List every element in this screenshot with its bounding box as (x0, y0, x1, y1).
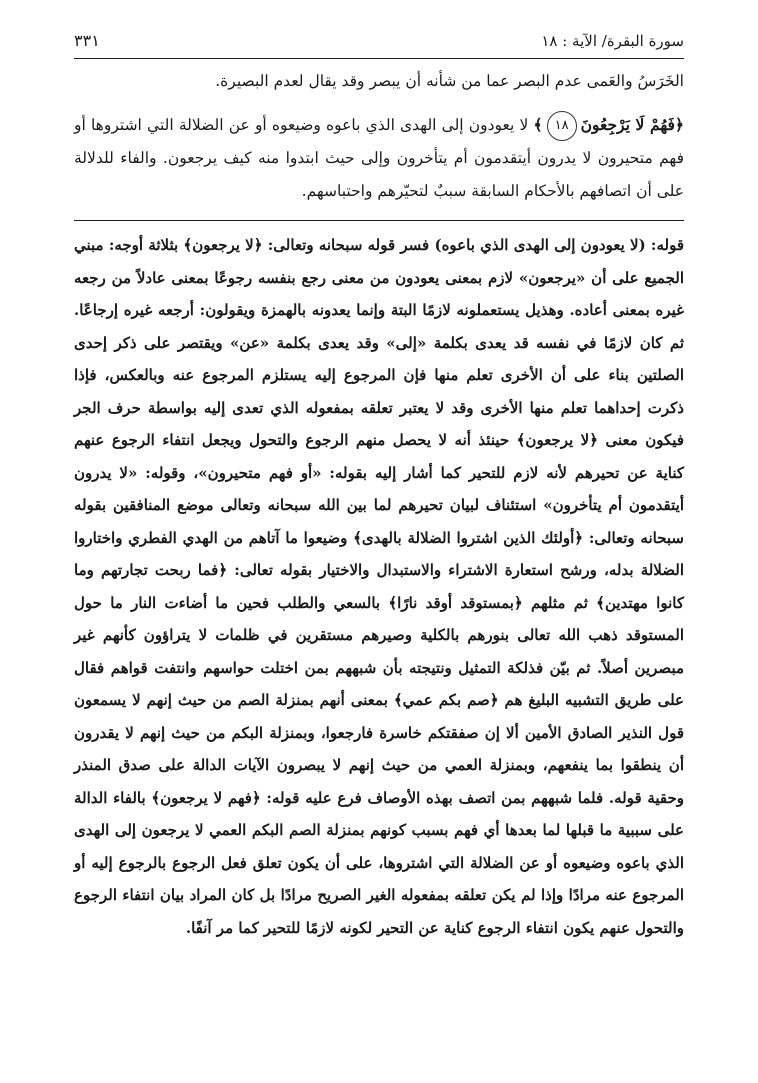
commentary (74, 229, 684, 944)
ayah-number-marker: ١٨ (547, 111, 577, 141)
main-paragraph-2 (74, 108, 684, 208)
quran-verse: ﴿فَهُمْ لَا يَرْجِعُونَ (580, 115, 684, 134)
commentary-text: (لا يعودون إلى الهدى الذي باعوه) فسر قوله سبحانه وتعالى: ﴿لا يرجعون﴾ بثلاثة أوجه: مبني الجميع على أن «يرجعون» لازم بمعنى يعودون من معنى رجع بنفسه رجوعًا بمعنى عادلاً من رجعه غيره بمعنى أعاده. وهذيل يستعملونه لازمًا البتة وإنما يعدونه بالهمزة ويقولون: أرجعه غيره إرجاعًا. ثم كان لازمًا في نفسه قد يعدى بكلمة «إلى» وقد يعدى بكلمة «عن» ويقتصر على ذكر إحدى الصلتين بناء على أن الأخرى تعلم منها فإن المرجوع إليه يستلزم المرجوع عنه وبالعكس، فإذا ذكرت إحداهما تعلم منها الأخرى وقد لا يعتبر تعلقه بمفعوله الذي تعدى إليه بواسطة حرف الجر فيكون معنى ﴿لا يرجعون﴾ حينئذ أنه لا يحصل منهم الرجوع والتحول ويجعل انتفاء الرجوع عنهم كناية عن تحيرهم لأنه لازم للتحير كما أشار إليه بقوله: «أو فهم متحيرون»، وقوله: «لا يدرون أيتقدمون أم يتأخرون» استئناف لبيان تحيرهم لما بين الله سبحانه وتعالى موضع المنافقين بقوله سبحانه وتعالى: ﴿أولئك الذين اشتروا الضلالة بالهدى﴾ وضيعوا ما آتاهم من الهدي الفطري واختاروا الضلالة بدله، ورشح استعارة الاشتراء والاستبدال والاختيار بقوله تعالى: ﴿فما ربحت تجارتهم وما كانوا مهتدين﴾ ثم مثلهم ﴿بمستوقد أوقد نارًا﴾ بالسعي والطلب فحين ما أضاءت النار ما حول المستوقد ذهب الله تعالى بنورهم بالكلية وصيرهم مستقرين في ظلمات لا يتراؤون كأنهم غير مبصرين أصلاً. ثم بيّن فذلكة التمثيل ونتيجته بأن شبههم بمن اختلت حواسهم وانتفت قواهم فقال على طريق التشبيه البليغ هم ﴿صم بكم عمي﴾ بمعنى أنهم بمنزلة الصم من حيث إنهم لا يسمعون قول النذير الصادق الأمين ألا إن صفقتكم خاسرة فارجعوا، وبمنزلة البكم من حيث إنهم لا يقدرون أن ينطقوا بما ينفعهم، وبمنزلة العمي من حيث إنهم لا يبصرون الآيات الدالة على صدق المنذر وحقية قوله. فلما شبههم بمن اتصف بهذه الأوصاف فرع عليه قوله: ﴿فهم لا يرجعون﴾ بالفاء الدالة على سببية ما قبلها لما بعدها أي فهم بسبب كونهم بمنزلة الصم البكم العمي لا يرجعون إلى الهدى الذي باعوه وضيعوه أو عن الضلالة التي اشتروها، على أن يكون تعلق فعل الرجوع بالرجوع إليه أو المرجوع عنه مرادًا وإذا لم يكن تعلقه بمفعوله الغير الصريح مرادًا بل كان المراد بيان انتفاء الرجوع والتحول عنهم يكون انتفاء الرجوع كناية عن التحير لكونه لازمًا للتحير كما مر آنفًا. (74, 236, 685, 937)
page-number: ٣٣١ (74, 31, 100, 50)
commentary-label: قوله: (650, 236, 684, 254)
main-text (74, 65, 684, 208)
page-running-title: سورة البقرة/ الآية : ١٨ (541, 32, 684, 50)
commentary-paragraph (74, 229, 684, 944)
page-header (74, 28, 684, 59)
quran-verse-close: ﴾ (533, 115, 543, 134)
footnote-divider (74, 220, 684, 221)
main-paragraph-2-text: لا يعودون إلى الهدى الذي باعوه وضيعوه أو عن الضلالة التي اشتروها أو فهم متحيرون لا يدرون أيتقدمون أم يتأخرون وإلى حيث ابتدوا منه كيف يرجعون. والفاء للدلالة على أن اتصافهم بالأحكام السابقة سببٌ لتحيّرهم واحتباسهم. (74, 116, 684, 200)
main-paragraph-1: الخَرَسُ والعَمى عدم البصر عما من شأنه أن يبصر وقد يقال لعدم البصيرة. (215, 72, 684, 90)
